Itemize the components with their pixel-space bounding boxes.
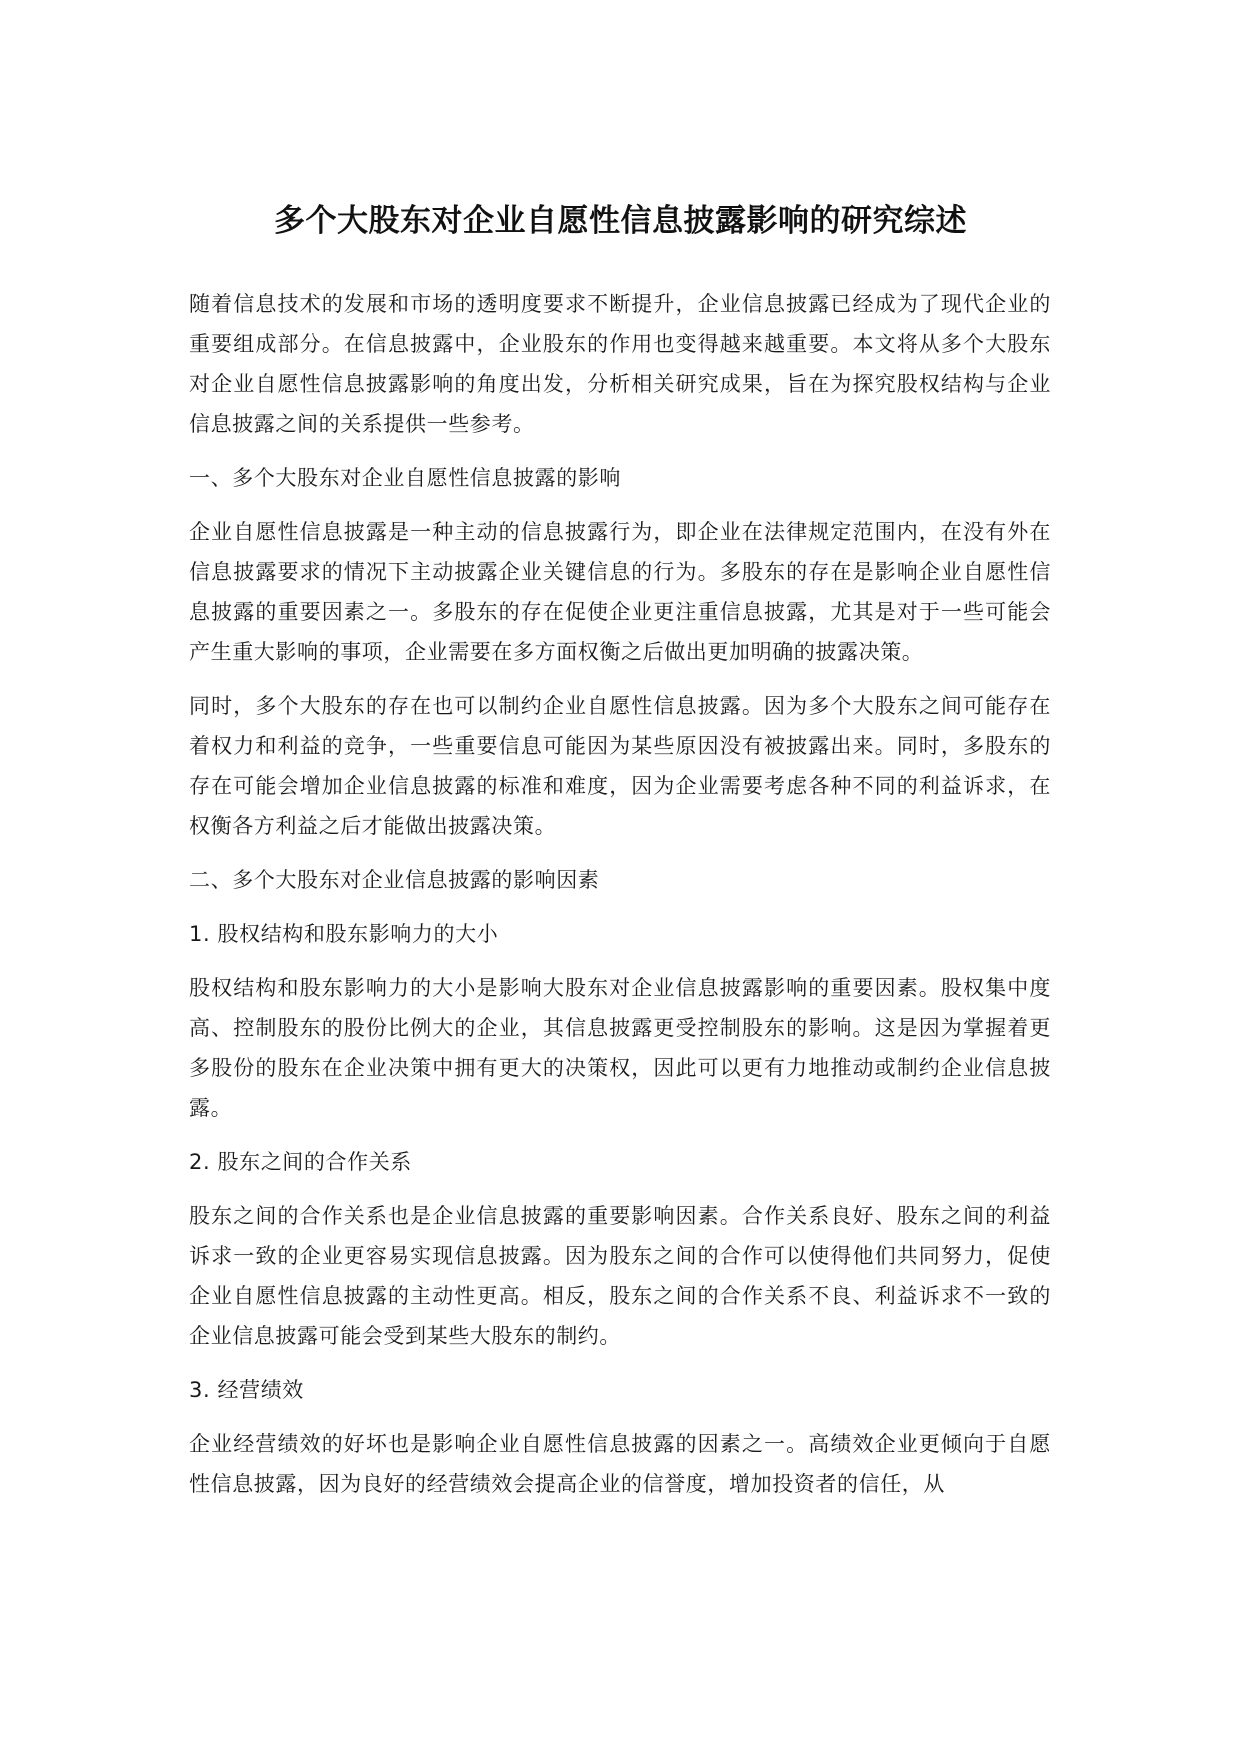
subsection-2-1-paragraph: 股权结构和股东影响力的大小是影响大股东对企业信息披露影响的重要因素。股权集中度高、控制股东的股份比例大的企业，其信息披露更受控制股东的影响。这是因为掌握着更多股份的股东在企业决策中拥有更大的决策权，因此可以更有力地推动或制约企业信息披露。: [189, 976, 1051, 1120]
section-heading-1: 一、多个大股东对企业自愿性信息披露的影响: [189, 466, 621, 490]
subsection-2-2-paragraph: 股东之间的合作关系也是企业信息披露的重要影响因素。合作关系良好、股东之间的利益诉求一致的企业更容易实现信息披露。因为股东之间的合作可以使得他们共同努力，促使企业自愿性信息披露的主动性更高。相反，股东之间的合作关系不良、利益诉求不一致的企业信息披露可能会受到某些大股东的制约。: [189, 1204, 1051, 1348]
intro-paragraph: 随着信息技术的发展和市场的透明度要求不断提升，企业信息披露已经成为了现代企业的重要组成部分。在信息披露中，企业股东的作用也变得越来越重要。本文将从多个大股东对企业自愿性信息披露影响的角度出发，分析相关研究成果，旨在为探究股权结构与企业信息披露之间的关系提供一些参考。: [189, 292, 1051, 436]
section-1-paragraph-1: 企业自愿性信息披露是一种主动的信息披露行为，即企业在法律规定范围内，在没有外在信息披露要求的情况下主动披露企业关键信息的行为。多股东的存在是影响企业自愿性信息披露的重要因素之一。多股东的存在促使企业更注重信息披露，尤其是对于一些可能会产生重大影响的事项，企业需要在多方面权衡之后做出更加明确的披露决策。: [189, 520, 1051, 664]
subsection-2-3-paragraph: 企业经营绩效的好坏也是影响企业自愿性信息披露的因素之一。高绩效企业更倾向于自愿性信息披露，因为良好的经营绩效会提高企业的信誉度，增加投资者的信任，从: [189, 1432, 1051, 1496]
subsection-heading-2-2: 2. 股东之间的合作关系: [189, 1150, 412, 1174]
document-title: 多个大股东对企业自愿性信息披露影响的研究综述: [274, 202, 967, 239]
subsection-heading-2-1: 1. 股权结构和股东影响力的大小: [189, 922, 499, 946]
section-heading-2: 二、多个大股东对企业信息披露的影响因素: [189, 868, 600, 892]
document-body: [189, 284, 1051, 1518]
section-1-paragraph-2: 同时，多个大股东的存在也可以制约企业自愿性信息披露。因为多个大股东之间可能存在着权力和利益的竞争，一些重要信息可能因为某些原因没有被披露出来。同时，多股东的存在可能会增加企业信息披露的标准和难度，因为企业需要考虑各种不同的利益诉求，在权衡各方利益之后才能做出披露决策。: [189, 694, 1051, 838]
subsection-heading-2-3: 3. 经营绩效: [189, 1378, 304, 1402]
